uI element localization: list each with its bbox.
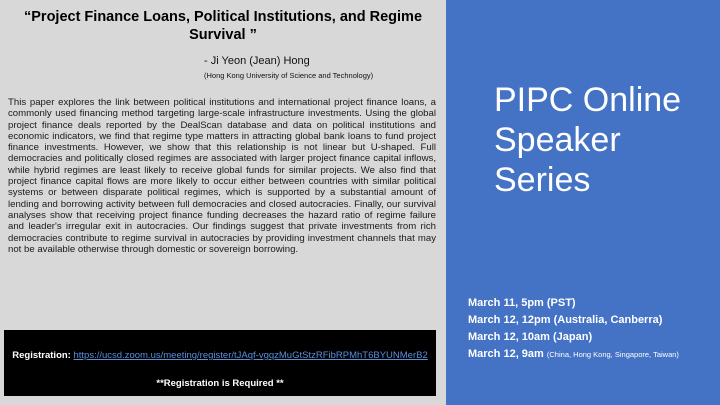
schedule-regions: (China, Hong Kong, Singapore, Taiwan) (546, 350, 679, 359)
registration-line (4, 350, 436, 362)
series-title: PIPC Online Speaker Series (494, 81, 682, 199)
schedule-date: March 11, 5pm (PST) (468, 297, 576, 309)
schedule-item (468, 295, 718, 312)
schedule-item (468, 312, 718, 329)
paper-abstract: This paper explores the link between political institutions and international project finance loans, a commonly used financing method targeting large-scale infrastructure investments. Using the global project finance deals reported by the DealScan database and data on political institutions and economic indicators, we find that regime type matters in attracting global bank loans to fund project finance investments. However, we show that this relationship is not linear but U-shaped. Full democracies and politically closed regimes are associated with larger project finance capital inflows, while hybrid regimes are least likely to receive global funds for similar projects. We also find that project finance capital flows are more likely to occur either between countries with similar political systems or between disparate political regimes, which is supported by a substantial amount of lending and borrowing activity between full democracies and closed autocracies. Finally, our survival analyses show that receiving project finance funding decreases the hazard ratio of regime failure and leader's irregular exit in autocracies. Our findings suggest that private investments from rich democracies contribute to regime survival in autocracies by providing investment channels that may not be available otherwise through domestic or sovereign borrowing. (8, 97, 436, 255)
schedule-item (468, 346, 718, 363)
schedule-date: March 12, 10am (Japan) (468, 331, 593, 343)
schedule-date: March 12, 12pm (Australia, Canberra) (468, 314, 663, 326)
paper-author: - Ji Yeon (Jean) Hong (204, 55, 310, 67)
registration-required-note: **Registration is Required ** (156, 378, 284, 389)
schedule-item (468, 329, 718, 346)
schedule-date: March 12, 9am (468, 348, 544, 360)
paper-title: “Project Finance Loans, Political Institutions, and Regime Survival ” (24, 9, 423, 43)
schedule-list (468, 295, 718, 363)
registration-box (4, 330, 436, 396)
author-affiliation: (Hong Kong University of Science and Technology) (204, 71, 374, 80)
registration-label: Registration: (12, 350, 71, 361)
registration-link[interactable]: https://ucsd.zoom.us/meeting/register/tJAqf-vgqzMuGtStzRFibRPMhT6BYUNMerB2 (73, 350, 428, 361)
